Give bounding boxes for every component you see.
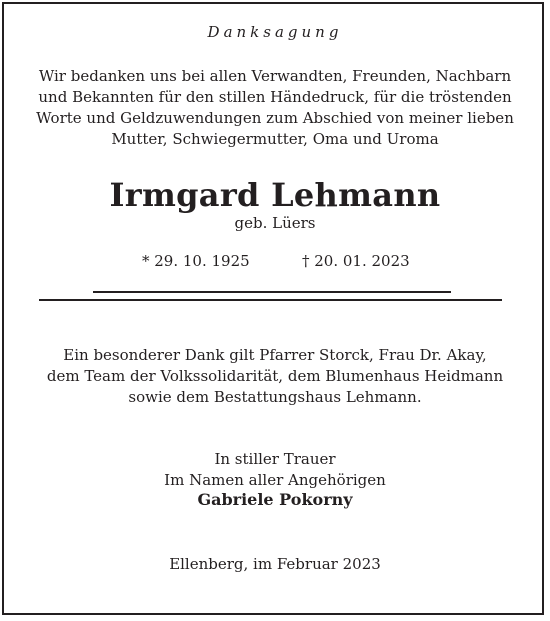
thanks-line: Ein besonderer Dank gilt Pfarrer Storck, Frau Dr. Akay,: [63, 346, 487, 364]
place-and-date: Ellenberg, im Februar 2023: [169, 555, 381, 573]
thanks-line: dem Team der Volkssolidarität, dem Blumenhaus Heidmann: [46, 367, 504, 385]
intro-line: Wir bedanken uns bei allen Verwandten, Freunden, Nachbarn: [38, 67, 512, 85]
divider-long: [39, 299, 502, 301]
mourning-line: Im Namen aller Angehörigen: [164, 471, 386, 489]
intro-paragraph: [0, 66, 550, 150]
thanks-line: sowie dem Bestattungshaus Lehmann.: [128, 388, 422, 406]
divider-short: [93, 291, 451, 293]
intro-line: und Bekannten für den stillen Händedruck, für die tröstenden: [38, 88, 512, 106]
birth-date: * 29. 10. 1925: [142, 252, 250, 270]
mourning-line: In stiller Trauer: [214, 450, 336, 468]
notice-heading: Danksagung: [207, 23, 343, 41]
intro-line: Mutter, Schwiegermutter, Oma und Uroma: [111, 130, 439, 148]
mourning-block: [0, 449, 550, 491]
signer-name: Gabriele Pokorny: [197, 490, 353, 509]
death-date: † 20. 01. 2023: [302, 252, 410, 270]
deceased-name: Irmgard Lehmann: [109, 176, 441, 214]
intro-line: Worte und Geldzuwendungen zum Abschied von meiner lieben: [36, 109, 514, 127]
thanks-paragraph: [0, 345, 550, 408]
birth-name: geb. Lüers: [234, 214, 316, 232]
